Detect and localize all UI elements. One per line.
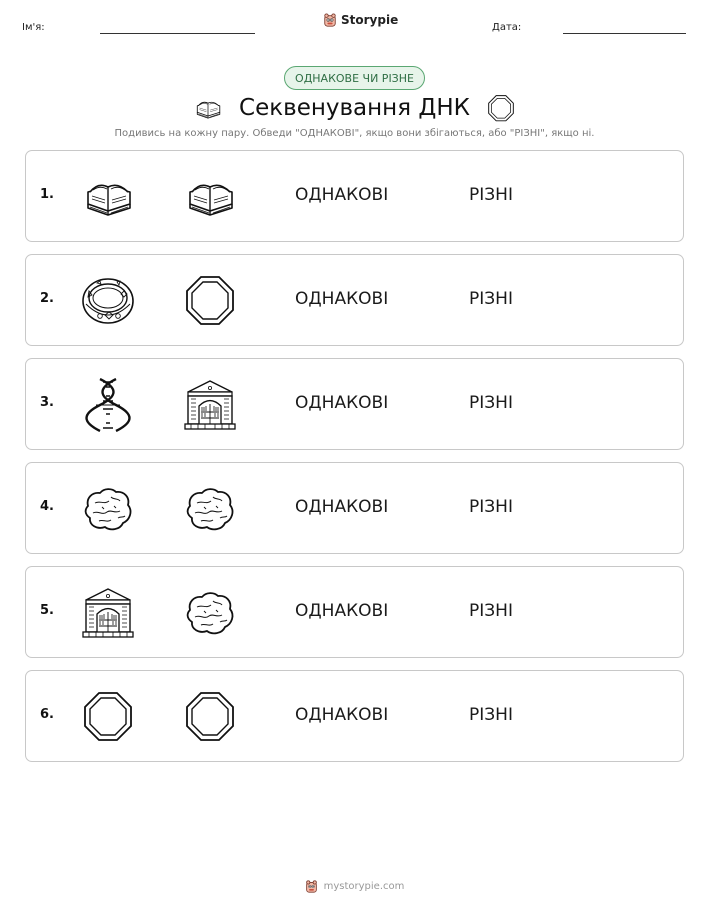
- storypie-mascot-icon: [323, 13, 337, 27]
- same-option[interactable]: ОДНАКОВІ: [295, 185, 389, 205]
- different-option[interactable]: РІЗНІ: [469, 185, 513, 205]
- title-row: [0, 92, 709, 124]
- question-row-1: [25, 150, 684, 242]
- rock-icon: [182, 482, 238, 536]
- dna-helix-icon: [80, 378, 136, 432]
- library-building-icon: [80, 586, 136, 640]
- rock-icon: [80, 482, 136, 536]
- date-label: Дата:: [492, 22, 522, 33]
- page-title: Секвенування ДНК: [239, 95, 470, 121]
- different-option[interactable]: РІЗНІ: [469, 393, 513, 413]
- same-option[interactable]: ОДНАКОВІ: [295, 705, 389, 725]
- question-row-3: [25, 358, 684, 450]
- question-row-4: [25, 462, 684, 554]
- row-number: 2.: [40, 291, 54, 306]
- instructions: Подивись на кожну пару. Обведи "ОДНАКОВІ", якщо вони збігаються, або "РІЗНІ", якщо ні.: [114, 128, 595, 139]
- different-option[interactable]: РІЗНІ: [469, 705, 513, 725]
- different-option[interactable]: РІЗНІ: [469, 601, 513, 621]
- different-option[interactable]: РІЗНІ: [469, 289, 513, 309]
- worksheet-badge: ОДНАКОВЕ ЧИ РІЗНЕ: [284, 66, 425, 90]
- octagon-icon: [80, 690, 136, 744]
- name-field-line[interactable]: [100, 33, 255, 34]
- question-row-5: [25, 566, 684, 658]
- same-option[interactable]: ОДНАКОВІ: [295, 601, 389, 621]
- book-icon: [182, 170, 238, 224]
- row-number: 3.: [40, 395, 54, 410]
- row-number: 6.: [40, 707, 54, 722]
- date-field-line[interactable]: [563, 33, 686, 34]
- rock-icon: [182, 586, 238, 640]
- different-option[interactable]: РІЗНІ: [469, 497, 513, 517]
- footer: [0, 880, 709, 893]
- octagon-icon: [182, 690, 238, 744]
- question-row-6: [25, 670, 684, 762]
- row-number: 1.: [40, 187, 54, 202]
- octagon-icon: [486, 94, 516, 123]
- row-number: 5.: [40, 603, 54, 618]
- octagon-icon: [182, 274, 238, 328]
- same-option[interactable]: ОДНАКОВІ: [295, 497, 389, 517]
- book-icon: [80, 170, 136, 224]
- same-option[interactable]: ОДНАКОВІ: [295, 393, 389, 413]
- footer-link[interactable]: mystorypie.com: [323, 881, 405, 892]
- brand-name: Storypie: [341, 13, 399, 27]
- row-number: 4.: [40, 499, 54, 514]
- library-building-icon: [182, 378, 238, 432]
- name-label: Ім'я:: [22, 22, 45, 33]
- storypie-mascot-icon: [305, 880, 318, 893]
- book-icon: [193, 94, 223, 123]
- question-row-2: [25, 254, 684, 346]
- same-option[interactable]: ОДНАКОВІ: [295, 289, 389, 309]
- brand-logo: [323, 13, 398, 27]
- ring-icon: [80, 274, 136, 328]
